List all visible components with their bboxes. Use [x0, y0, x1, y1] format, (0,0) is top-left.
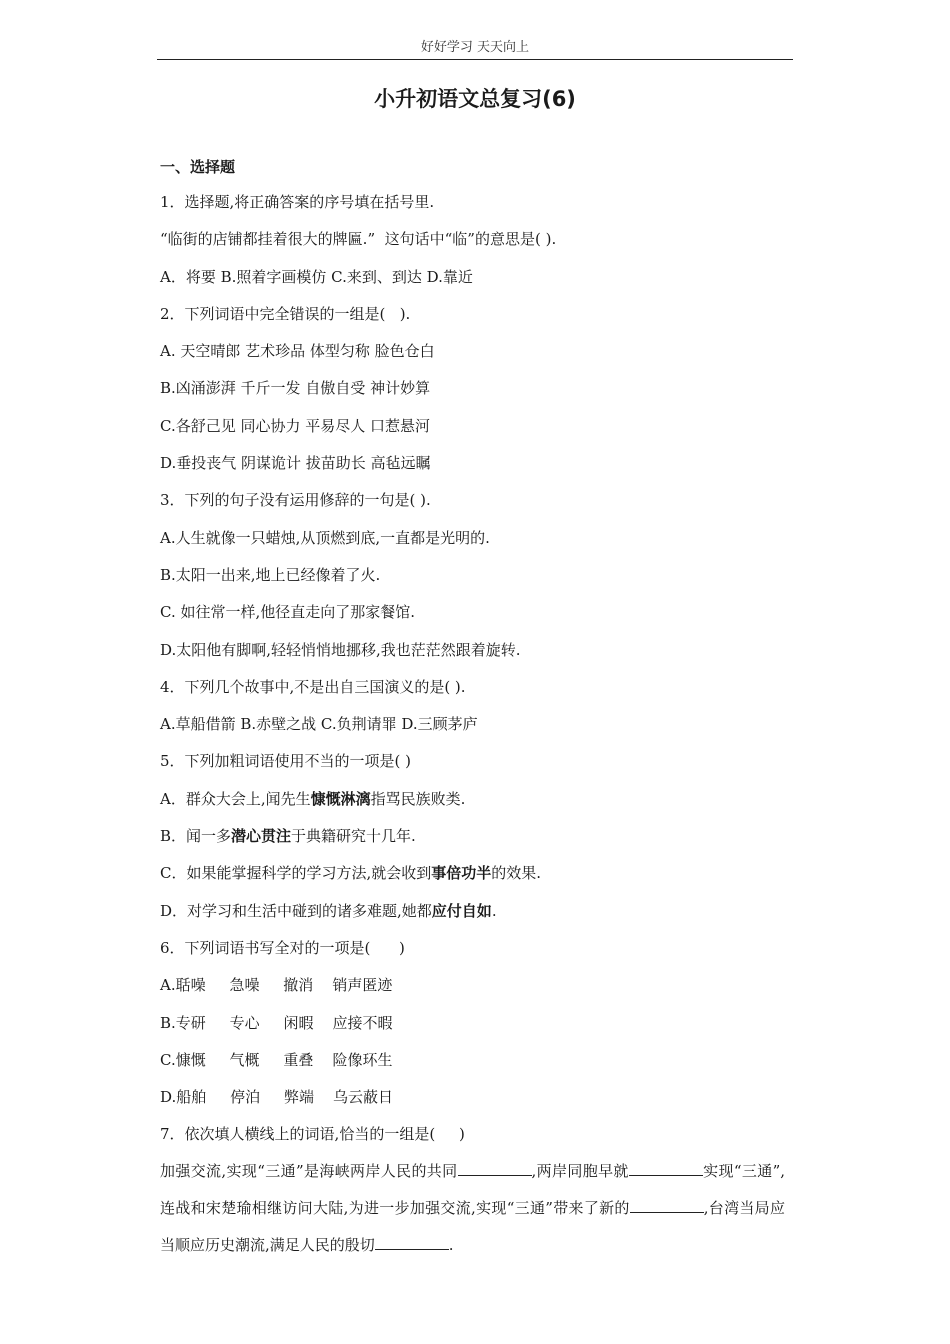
bold-term: 慷慨淋漓 [310, 789, 371, 808]
question-7-passage [160, 1153, 785, 1265]
option-text: 于典籍研究十几年. [291, 827, 416, 846]
fill-blank [458, 1161, 532, 1176]
bold-term: 潜心贯注 [231, 827, 292, 846]
question-7: 7．依次填人横线上的词语,恰当的一组是( ) [160, 1125, 465, 1144]
fill-blank [375, 1235, 449, 1250]
question-2-option-d: D.垂投丧气 阴谋诡计 拔苗助长 高毡远瞩 [160, 454, 431, 473]
option-text: 的效果. [491, 864, 542, 883]
question-6-option-d: D.船舶 停泊 弊端 乌云蔽日 [160, 1088, 394, 1107]
question-5-option-c [160, 863, 785, 900]
option-text: . [491, 901, 497, 920]
question-3: 3．下列的句子没有运用修辞的一句是( ). [160, 491, 431, 510]
question-6: 6．下列词语书写全对的一项是( ) [160, 938, 405, 957]
question-1-options: A．将要 B.照着字画模仿 C.来到、到达 D.靠近 [160, 267, 473, 286]
fill-blank [630, 1198, 704, 1213]
passage-text: . [448, 1236, 454, 1255]
question-list [160, 192, 785, 1265]
option-text: C．如果能掌握科学的学习方法,就会收到 [160, 864, 432, 883]
question-6-option-c: C.慷慨 气概 重叠 险像环生 [160, 1050, 393, 1069]
question-1: 1．选择题,将正确答案的序号填在括号里. [160, 193, 435, 211]
question-3-option-c: C. 如往常一样,他径直走向了那家餐馆. [160, 603, 416, 622]
passage-text: 加强交流,实现“三通”是海峡两岸人民的共同 [160, 1161, 458, 1180]
option-text: D．对学习和生活中碰到的诸多难题,她都 [160, 901, 432, 920]
option-text: B．闻一多 [160, 827, 232, 846]
page-title: 小升初语文总复习(6) [374, 87, 576, 111]
passage-text: ,台湾当局应当顺应历史潮流,满足人民的殷切 [160, 1199, 785, 1255]
question-6-option-a: A.聒噪 急噪 撤消 销声匿迹 [160, 976, 393, 995]
header-divider [157, 59, 793, 60]
passage-text: ,两岸同胞早就 [531, 1161, 629, 1180]
question-5-option-b [160, 826, 785, 863]
question-3-option-b: B.太阳一出来,地上已经像着了火. [160, 565, 381, 584]
question-3-option-d: D.太阳他有脚啊,轻轻悄悄地挪移,我也茫茫然跟着旋转. [160, 640, 521, 659]
option-text: A．群众大会上,闻先生 [160, 789, 311, 808]
question-2-option-a: A. 天空晴郎 艺术珍品 体型匀称 脸色仓白 [160, 342, 435, 361]
question-2: 2．下列词语中完全错误的一组是( ). [160, 304, 411, 323]
fill-blank [629, 1161, 703, 1176]
question-5: 5．下列加粗词语使用不当的一项是( ) [160, 752, 412, 771]
passage-text: 实现“三通”,连战和宋楚瑜相继访问大陆,为进一步加强交流,实现“三通”带来了新的 [160, 1161, 786, 1218]
question-5-option-a [160, 789, 785, 826]
section-heading: 一、选择题 [160, 158, 236, 176]
question-2-option-b: B.凶涌澎湃 千斤一发 自傲自受 神计妙算 [160, 379, 431, 398]
option-text: 指骂民族败类. [370, 789, 466, 808]
question-1-stem: “临街的店铺都挂着很大的牌匾.” 这句话中“临”的意思是( ). [160, 230, 557, 249]
question-6-option-b: B.专研 专心 闲暇 应接不暇 [160, 1013, 393, 1032]
bold-term: 应付自如 [431, 901, 492, 920]
question-2-option-c: C.各舒己见 同心协力 平易尽人 口惹悬河 [160, 416, 431, 435]
question-3-option-a: A.人生就像一只蜡烛,从顶燃到底,一直都是光明的. [160, 528, 490, 547]
question-4: 4．下列几个故事中,不是出自三国演义的是( ). [160, 677, 466, 696]
question-5-option-d [160, 901, 785, 938]
page-header: 好好学习 天天向上 [420, 40, 530, 55]
bold-term: 事倍功半 [431, 864, 492, 883]
question-4-options: A.草船借箭 B.赤壁之战 C.负荆请罪 D.三顾茅庐 [160, 715, 478, 734]
